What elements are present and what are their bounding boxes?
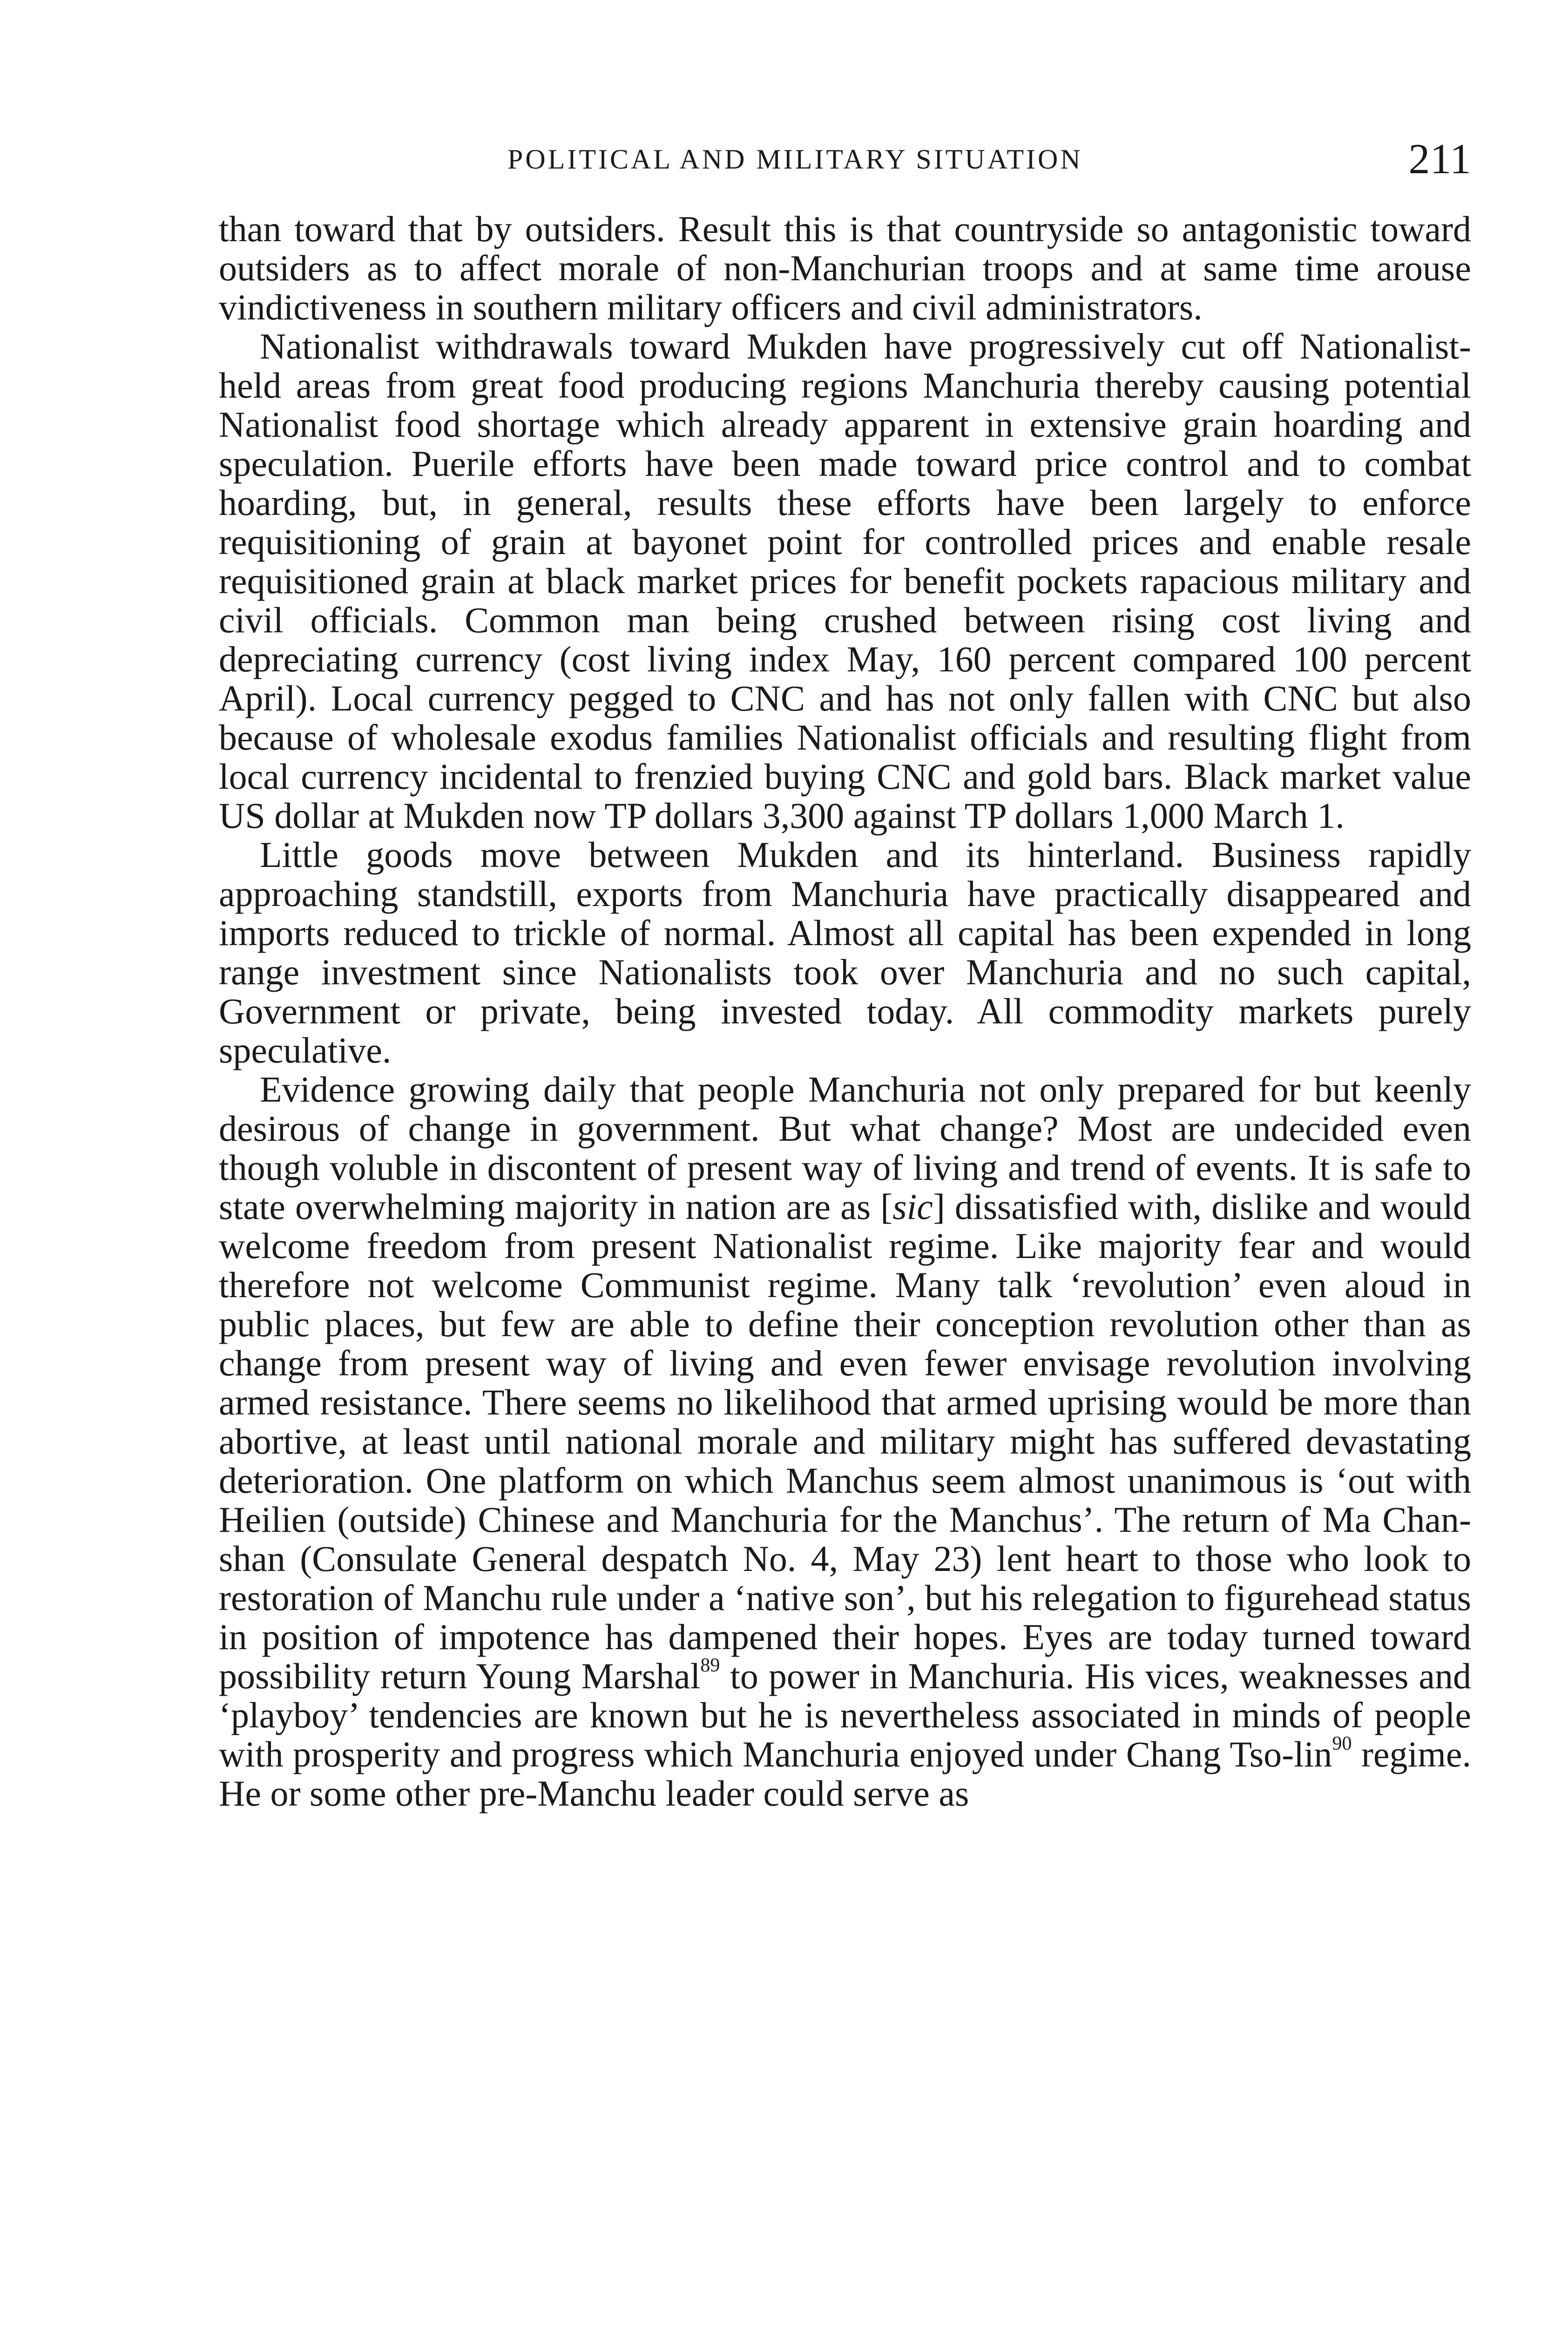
sic-annotation: sic — [892, 1186, 933, 1227]
paragraph: Nationalist withdrawals toward Mukden have progressively cut off Nationalist-held areas from great food producing regions Manchuria thereby causing potential Nationalist food shortage which already apparent in extensive grain hoarding and speculation. Puerile efforts have been made toward price control and to combat hoarding, but, in general, results these efforts have been largely to enforce requisitioning of grain at bayonet point for controlled prices and enable resale requisitioned grain at black market prices for benefit pockets rapacious military and civil officials. Common man being crushed between rising cost living and depreciating currency (cost living index May, 160 percent compared 100 percent April). Local currency pegged to CNC and has not only fallen with CNC but also because of wholesale exodus families Nationalist officials and resulting flight from local currency incidental to frenzied buying CNC and gold bars. Black market value US dollar at Mukden now TP dollars 3,300 against TP dollars 1,000 March 1. — [219, 326, 1471, 836]
footnote-reference: 89 — [700, 1655, 720, 1676]
body-text — [219, 210, 1471, 1813]
paragraph: than toward that by outsiders. Result this is that countryside so antagonistic toward outsiders as to affect morale of non-Manchurian troops and at same time arouse vindictiveness in southern military officers and civil administrators. — [219, 209, 1471, 327]
paragraph: Little goods move between Mukden and its hinterland. Business rapidly approaching standstill, exports from Manchuria have practically disappeared and imports reduced to trickle of normal. Almost all capital has been expended in long range investment since Nationalists took over Manchuria and no such capital, Government or private, being invested today. All commodity markets purely speculative. — [219, 834, 1471, 1070]
footnote-reference: 90 — [1332, 1733, 1352, 1754]
running-head: POLITICAL AND MILITARY SITUATION — [507, 144, 1083, 175]
paragraph: Evidence growing daily that people Manchuria not only prepared for but keenly desirous of change in government. But what change? Most are undecided even though voluble in discontent of present way of living and trend of events. It is safe to state overwhelming majority in nation are as [sic] dissatisfied with, dislike and would welcome freedom from present Nationalist regime. Like majority fear and would therefore not welcome Communist regime. Many talk ‘revolution’ even aloud in public places, but few are able to define their conception revolution other than as change from present way of living and even fewer envisage revolution involving armed resistance. There seems no likelihood that armed uprising would be more than abortive, at least until national morale and military might has suffered devastating deterioration. One platform on which Manchus seem almost unanimous is ‘out with Heilien (outside) Chinese and Manchuria for the Manchus’. The return of Ma Chan-shan (Consulate General despatch No. 4, May 23) lent heart to those who look to restoration of Manchu rule under a ‘native son’, but his relegation to figurehead status in position of impotence has dampened their hopes. Eyes are today turned toward possibility return Young Marshal$^{89}$ to power in Manchuria. His vices, weaknesses and ‘playboy’ tendencies are known but he is nevertheless associated in minds of people with prosperity and progress which Manchuria enjoyed under Chang Tso-lin$^{90}$ regime. He or some other pre-Manchu leader could serve as — [219, 1069, 1471, 1814]
page-number: 211 — [1408, 135, 1471, 183]
page-header — [219, 135, 1471, 186]
